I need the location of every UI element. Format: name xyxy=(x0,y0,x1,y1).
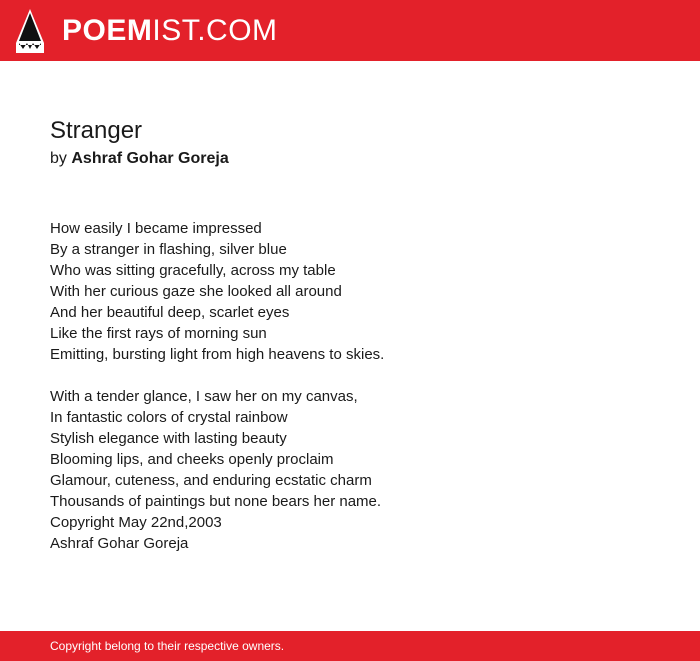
poem-line: Thousands of paintings but none bears her name. xyxy=(50,493,382,510)
poem-stanza xyxy=(50,218,650,365)
poem-line: Blooming lips, and cheeks openly proclaim xyxy=(50,451,334,468)
poem-line: Emitting, bursting light from high heavens to skies. xyxy=(50,346,385,363)
logo-light-text: IST.COM xyxy=(152,14,278,47)
poem-line: In fantastic colors of crystal rainbow xyxy=(50,409,288,426)
site-logo-link[interactable] xyxy=(16,8,278,54)
logo-bold-text: POEM xyxy=(62,14,153,47)
site-footer xyxy=(0,631,700,661)
pencil-icon xyxy=(16,9,44,53)
poem-line: Who was sitting gracefully, across my table xyxy=(50,262,336,279)
poem-body xyxy=(50,218,650,575)
footer-copyright: Copyright belong to their respective owners. xyxy=(50,639,285,653)
poem-byline xyxy=(50,148,229,170)
poem-line: Glamour, cuteness, and enduring ecstatic charm xyxy=(50,472,372,489)
author-name: Ashraf Gohar Goreja xyxy=(71,150,229,167)
poem-line: Ashraf Gohar Goreja xyxy=(50,535,189,552)
poem-line: Copyright May 22nd,2003 xyxy=(50,514,222,531)
poem-stanza xyxy=(50,386,650,554)
poem-line: With a tender glance, I saw her on my canvas, xyxy=(50,388,358,405)
poem-title: Stranger xyxy=(50,117,143,144)
site-header xyxy=(0,0,700,61)
site-logo-text xyxy=(62,8,278,54)
poem-line: With her curious gaze she looked all around xyxy=(50,283,342,300)
poem-line: Stylish elegance with lasting beauty xyxy=(50,430,287,447)
byline-prefix: by xyxy=(50,150,67,167)
poem-line: Like the first rays of morning sun xyxy=(50,325,267,342)
poem-line: How easily I became impressed xyxy=(50,220,262,237)
poem-line: By a stranger in flashing, silver blue xyxy=(50,241,287,258)
poem-line: And her beautiful deep, scarlet eyes xyxy=(50,304,290,321)
